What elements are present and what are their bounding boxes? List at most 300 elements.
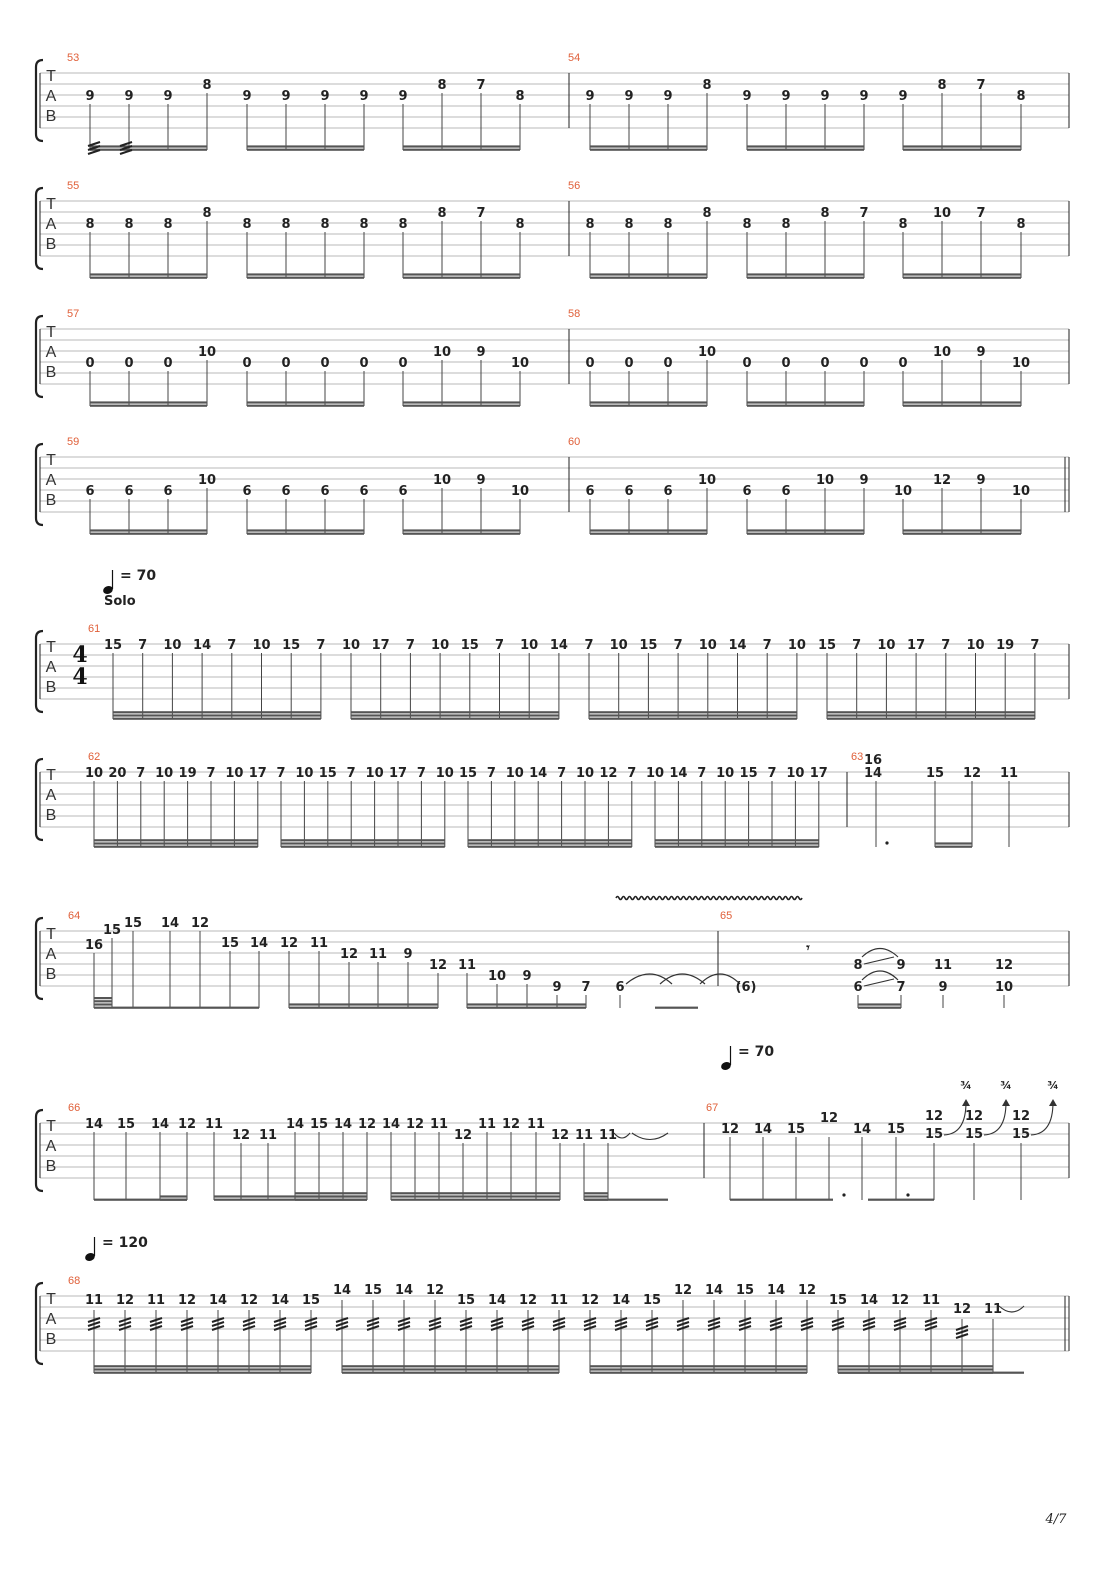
note-beam [468,842,632,844]
fret-number: 9 [820,89,830,104]
fret-number: 10 [520,638,539,653]
note-beam [590,273,707,275]
fret-number: 0 [242,356,252,371]
fret-number: 14 [728,638,747,653]
note-beam [113,711,321,713]
fret-number: 0 [859,356,869,371]
fret-number: 15 [1011,1127,1031,1142]
note-beam [590,1372,807,1374]
tab-clef-letter: A [45,88,57,105]
fret-number: 14 [249,936,269,951]
fret-number: 9 [476,473,486,488]
note-beam [342,1365,559,1367]
tab-clef-letter: B [45,1331,57,1348]
fret-number: 15 [639,638,658,653]
fret-number: 9 [476,345,486,360]
bend-curve [944,1102,966,1135]
fret-number: 11 [258,1128,278,1143]
fret-number: 10 [225,766,244,781]
notation-text-layer [46,52,1068,1527]
fret-number: 12 [720,1122,740,1137]
note-beam [590,1365,807,1367]
note-beam [403,401,520,403]
dotted-rhythm-dot [906,1193,909,1196]
fret-number: 6 [585,484,595,499]
note-beam [90,533,207,535]
note-beam [584,1199,608,1201]
page-number: 4/7 [1045,1512,1067,1527]
fret-number: 15 [458,766,478,781]
fret-number: 10 [697,345,717,360]
fret-number: 8 [124,217,134,232]
fret-number: 7 [852,638,862,653]
measure-number: 61 [88,623,101,635]
fret-number: 14 [333,1117,353,1132]
slide-line [864,957,894,964]
fret-number: 11 [549,1293,569,1308]
note-beam [90,149,207,151]
fret-number: 9 [85,89,95,104]
fret-number: 6 [781,484,791,499]
fret-number: 8 [820,206,830,221]
fret-number: 7 [476,78,486,93]
fret-number: 12 [518,1293,538,1308]
fret-number: 10 [197,345,217,360]
note-beam [90,401,207,403]
fret-number: 10 [197,473,217,488]
fret-number: 14 [394,1283,414,1298]
fret-number: 0 [359,356,369,371]
fret-number: 14 [208,1293,228,1308]
fret-number: 8 [85,217,95,232]
fret-number: 8 [663,217,673,232]
note-beam [94,1365,311,1367]
note-beam [403,149,520,151]
fret-number: 15 [309,1117,329,1132]
fret-number: 11 [368,947,388,962]
fret-number: 12 [962,766,982,781]
fret-number: 12 [357,1117,377,1132]
fret-number: 8 [742,217,752,232]
fret-number: 9 [281,89,291,104]
fret-number: 10 [932,345,952,360]
fret-number: 12 [425,1283,445,1298]
fret-number: 10 [435,766,454,781]
note-beam [747,273,864,275]
fret-number: 9 [320,89,330,104]
fret-number: 7 [697,766,707,781]
note-beam [281,846,445,848]
fret-number: 11 [429,1117,449,1132]
note-beam [289,1003,438,1005]
bend-arrowhead [1049,1099,1057,1106]
fret-number: 0 [398,356,408,371]
fret-number: 0 [898,356,908,371]
fret-number: 0 [624,356,634,371]
note-beam [655,1007,698,1009]
fret-number: 10 [365,766,384,781]
note-beam [827,718,1035,720]
tab-clef-letter: B [45,966,57,983]
fret-number: 12 [453,1128,473,1143]
fret-number: 11 [457,958,477,973]
fret-number: 10 [84,766,104,781]
fret-number: 7 [976,206,986,221]
note-beam [655,842,819,844]
fret-number: 7 [581,980,591,995]
note-beam [403,529,520,531]
tab-clef-letter: T [46,1291,56,1308]
note-beam [468,839,632,841]
measure-number: 58 [568,308,581,320]
note-beam [113,718,321,720]
fret-number: 10 [932,206,952,221]
note-beam [247,273,364,275]
note-beam [160,1199,187,1201]
bend-arrowhead [962,1099,970,1106]
note-beam [94,1000,112,1002]
fret-number: 12 [339,947,359,962]
tempo-marking: = 70 [120,568,157,584]
note-beam [590,405,707,407]
measure-number: 53 [67,52,80,64]
note-beam [838,1372,993,1374]
fret-number: 6 [853,980,863,995]
fret-number-tied: (6) [735,980,757,995]
measure-number: 59 [67,436,80,448]
fret-number: 7 [941,638,951,653]
note-beam [281,839,445,841]
fret-number: 10 [786,766,805,781]
fret-number: 15 [828,1293,848,1308]
fret-number: 11 [983,1302,1003,1317]
fret-number: 12 [580,1293,600,1308]
note-beam [247,405,364,407]
fret-number: 11 [921,1293,941,1308]
fret-number: 7 [584,638,594,653]
fret-number: 12 [239,1293,259,1308]
note-beam [868,1199,934,1201]
fret-number: 14 [487,1293,507,1308]
note-beam [589,714,797,716]
note-beam [935,846,972,848]
fret-number: 14 [863,766,883,781]
dotted-rhythm-dot [885,841,888,844]
fret-number: 10 [1011,356,1031,371]
fret-number: 15 [786,1122,806,1137]
fret-number: 8 [781,217,791,232]
fret-number: 12 [279,936,299,951]
fret-number: 10 [505,766,524,781]
fret-number: 9 [859,89,869,104]
fret-number: 6 [398,484,408,499]
tab-clef-letter: T [46,68,56,85]
note-beam [747,533,864,535]
fret-number: 15 [282,638,301,653]
fret-number: 17 [248,766,267,781]
fret-number: 10 [252,638,271,653]
note-beam [247,529,364,531]
fret-number: 6 [242,484,252,499]
fret-number: 12 [190,916,210,931]
note-beam [903,145,1021,147]
bend-amount-label: ¾ [1047,1079,1059,1092]
tempo-marking: = 70 [738,1044,775,1060]
fret-number: 14 [332,1283,352,1298]
note-beam [827,711,1035,713]
fret-number: 8 [702,78,712,93]
time-signature-numerator: 4 [72,642,88,668]
note-beam [90,277,207,279]
fret-number: 8 [163,217,173,232]
note-beam [655,846,819,848]
note-beam [90,405,207,407]
note-beam [858,1003,901,1005]
fret-number: 15 [735,1283,755,1298]
note-beam [247,533,364,535]
fret-number: 16 [84,938,104,953]
fret-number: 8 [1016,217,1026,232]
fret-number: 7 [767,766,777,781]
tab-clef-letter: T [46,926,56,943]
fret-number: 14 [270,1293,290,1308]
note-beam [351,718,559,720]
fret-number: 8 [202,78,212,93]
measure-number: 57 [67,308,80,320]
fret-number: 15 [220,936,240,951]
fret-number: 14 [753,1122,773,1137]
note-beam [590,529,707,531]
tab-clef-letter: A [45,946,57,963]
fret-number: 14 [150,1117,170,1132]
bend-amount-label: ¾ [1000,1079,1012,1092]
tab-clef-letter: A [45,1138,57,1155]
note-beam [584,1195,608,1197]
fret-number: 12 [115,1293,135,1308]
fret-number: 19 [178,766,197,781]
note-beam [903,273,1021,275]
note-beam [295,1199,367,1201]
note-beam [903,277,1021,279]
vibrato-line [616,897,802,900]
fret-number: 9 [624,89,634,104]
tab-clef-letter: B [45,364,57,381]
note-beam [295,1192,367,1194]
fret-number: 7 [316,638,326,653]
note-beam [403,405,520,407]
fret-number: 7 [476,206,486,221]
fret-number: 9 [398,89,408,104]
note-beam [403,273,520,275]
note-beam [903,533,1021,535]
fret-number: 12 [428,958,448,973]
fret-number: 15 [964,1127,984,1142]
fret-number: 6 [663,484,673,499]
note-beam [351,711,559,713]
fret-number: 12 [964,1109,984,1124]
fret-number: 14 [669,766,688,781]
fret-number: 6 [742,484,752,499]
tab-clef-letter: A [45,787,57,804]
fret-number: 10 [716,766,735,781]
note-beam [90,145,207,147]
fret-number: 7 [673,638,683,653]
fret-number: 10 [698,638,717,653]
fret-number: 11 [84,1293,104,1308]
fret-number: 8 [398,217,408,232]
fret-number: 9 [938,980,948,995]
fret-number: 0 [320,356,330,371]
note-beam [655,839,819,841]
tab-clef-letter: T [46,767,56,784]
tab-clef-letter: B [45,492,57,509]
fret-number: 10 [163,638,182,653]
tab-clef-letter: B [45,807,57,824]
note-beam [94,1368,311,1370]
fret-number: 14 [549,638,568,653]
dotted-rhythm-dot [842,1193,845,1196]
fret-number: 7 [416,766,426,781]
note-beam [94,1007,112,1009]
fret-number: 12 [994,958,1014,973]
tab-clef-letter: B [45,679,57,696]
fret-number: 14 [285,1117,305,1132]
note-beam [113,714,321,716]
note-beam [247,277,364,279]
fret-number: 7 [627,766,637,781]
fret-number: 12 [550,1128,570,1143]
fret-number: 9 [359,89,369,104]
fret-number: 20 [108,766,127,781]
fret-number: 0 [820,356,830,371]
measure-number: 67 [706,1102,719,1114]
fret-number: 12 [819,1111,839,1126]
fret-number: 9 [663,89,673,104]
fret-number: 0 [663,356,673,371]
fret-number: 9 [242,89,252,104]
fret-number: 15 [924,1127,944,1142]
fret-number: 6 [359,484,369,499]
fret-number: 9 [898,89,908,104]
note-beam [747,529,864,531]
fret-number: 8 [515,89,525,104]
fret-number: 12 [673,1283,693,1298]
fret-number: 12 [405,1117,425,1132]
fret-number: 11 [598,1128,618,1143]
note-beam [281,842,445,844]
fret-number: 0 [85,356,95,371]
fret-number: 0 [124,356,134,371]
note-beam [590,533,707,535]
tab-clef-letter: T [46,324,56,341]
fret-number: 8 [937,78,947,93]
fret-number: 10 [487,969,507,984]
fret-number: 11 [146,1293,166,1308]
fret-number: 10 [1011,484,1031,499]
fret-number: 11 [574,1128,594,1143]
measure-number: 68 [68,1275,81,1287]
note-beam [903,149,1021,151]
fret-number: 10 [645,766,665,781]
tempo-marking: = 120 [102,1235,148,1251]
fret-number: 9 [522,969,532,984]
tab-clef-letter: A [45,1311,57,1328]
note-beam [112,1007,259,1009]
fret-number: 15 [886,1122,906,1137]
fret-number: 10 [994,980,1014,995]
fret-number: 17 [809,766,828,781]
fret-number: 7 [486,766,496,781]
fret-number: 6 [320,484,330,499]
bend-curve [984,1102,1006,1135]
note-beam [94,1372,311,1374]
fret-number: 7 [227,638,237,653]
fret-number: 7 [206,766,216,781]
note-beam [589,718,797,720]
fret-number: 14 [160,916,180,931]
measure-number: 62 [88,751,101,763]
fret-number: 9 [976,473,986,488]
note-beam [747,405,864,407]
note-beam [342,1372,559,1374]
fret-number: 12 [932,473,952,488]
note-beam [467,1003,586,1005]
fret-number: 7 [976,78,986,93]
fret-number: 8 [898,217,908,232]
fret-number: 10 [510,484,530,499]
fret-number: 7 [405,638,415,653]
note-beam [730,1199,833,1201]
tab-clef-letter: T [46,1118,56,1135]
fret-number: 8 [702,206,712,221]
fret-number: 15 [103,638,123,653]
tab-clef-letter: B [45,108,57,125]
fret-number: 9 [585,89,595,104]
fret-number: 9 [896,958,906,973]
fret-number: 11 [933,958,953,973]
fret-number: 7 [1030,638,1040,653]
fret-number: 8 [515,217,525,232]
fret-number: 15 [456,1293,476,1308]
fret-number: 12 [599,766,618,781]
fret-number: 0 [742,356,752,371]
fret-number: 15 [925,766,945,781]
fret-number: 14 [84,1117,104,1132]
fret-number: 8 [437,78,447,93]
measure-number: 66 [68,1102,81,1114]
fret-number: 11 [477,1117,497,1132]
note-beam [590,145,707,147]
fret-number: 10 [155,766,174,781]
tab-clef-letter: B [45,236,57,253]
fret-number: 11 [526,1117,546,1132]
fret-number: 15 [102,923,122,938]
fret-number: 7 [136,766,146,781]
note-beam [90,529,207,531]
fret-number: 7 [346,766,356,781]
slide-line [864,979,894,986]
fret-number: 8 [359,217,369,232]
fret-number: 9 [163,89,173,104]
fret-number: 12 [797,1283,817,1298]
fret-number: 12 [177,1293,197,1308]
fret-number: 12 [177,1117,197,1132]
note-beam [403,145,520,147]
fret-number: 15 [123,916,143,931]
note-beam [160,1195,187,1197]
notation-marks-layer [84,93,1057,1374]
fret-number: 10 [295,766,314,781]
